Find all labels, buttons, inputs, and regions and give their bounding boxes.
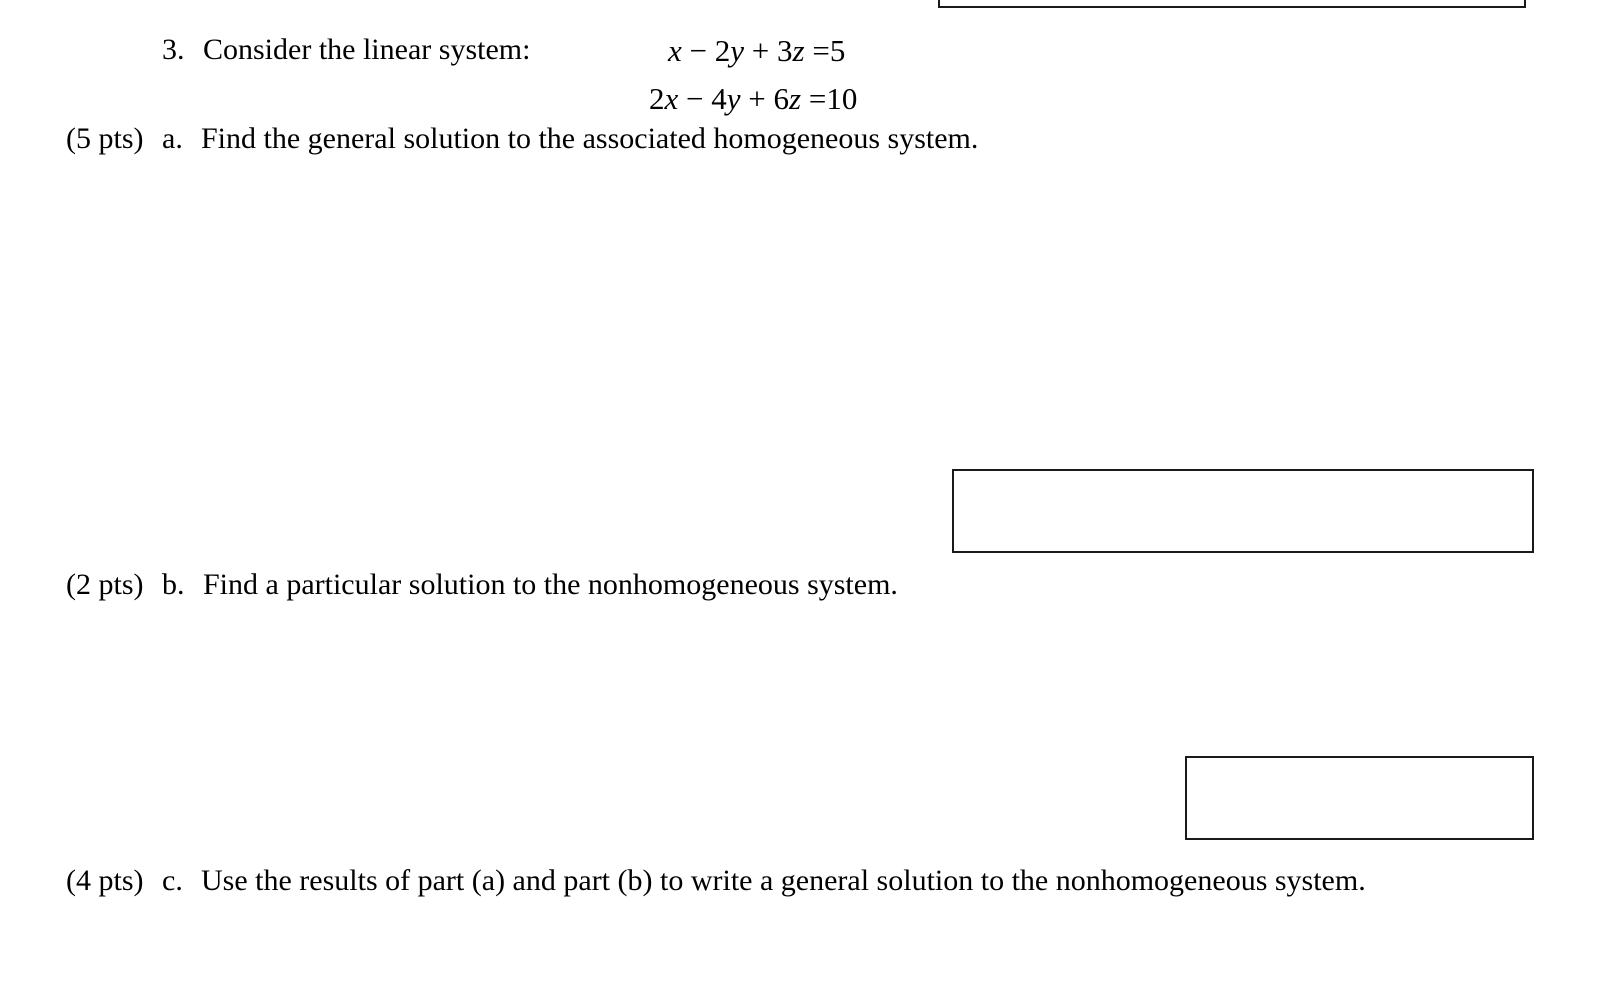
eq2-op1: − (686, 81, 704, 116)
part-b-points: (2 pts) (66, 568, 144, 601)
answer-box-part-b[interactable] (1185, 756, 1534, 840)
part-b-text: Find a particular solution to the nonhomogeneous system. (203, 568, 898, 601)
part-c-points: (4 pts) (66, 864, 144, 897)
eq1-var-x: x (668, 33, 682, 68)
answer-box-previous[interactable] (938, 0, 1526, 8)
eq2-var-x: x (664, 81, 679, 116)
eq1-coef-y: 2 (714, 33, 731, 68)
eq2-equals: = (808, 81, 827, 116)
equation-1 (668, 35, 845, 66)
eq2-var-z: z (789, 81, 802, 116)
eq2-coef-z: 6 (773, 81, 789, 116)
problem-intro: Consider the linear system: (203, 33, 531, 66)
eq2-coef-y: 4 (711, 81, 727, 116)
eq2-var-y: y (726, 81, 741, 116)
problem-number: 3. (162, 33, 185, 66)
part-a-points: (5 pts) (66, 122, 144, 155)
part-b-letter: b. (162, 568, 185, 601)
part-a-letter: a. (162, 122, 183, 155)
eq2-op2: + (748, 81, 766, 116)
eq2-coef-x: 2 (649, 81, 665, 116)
eq1-var-y: y (730, 33, 745, 68)
part-c-text: Use the results of part (a) and part (b) to write a general solution to the nonhomogeneous system. (201, 864, 1366, 897)
eq1-op1: − (689, 33, 707, 68)
eq1-var-z: z (792, 33, 805, 68)
eq1-coef-z: 3 (777, 33, 793, 68)
part-a-text: Find the general solution to the associated homogeneous system. (201, 122, 979, 155)
equation-2 (649, 83, 857, 114)
part-c-letter: c. (162, 864, 183, 897)
answer-box-part-a[interactable] (952, 469, 1534, 553)
eq1-op2: + (751, 33, 770, 68)
eq1-equals: = (812, 33, 830, 68)
eq2-rhs: 10 (826, 81, 858, 116)
eq1-rhs: 5 (829, 33, 846, 68)
